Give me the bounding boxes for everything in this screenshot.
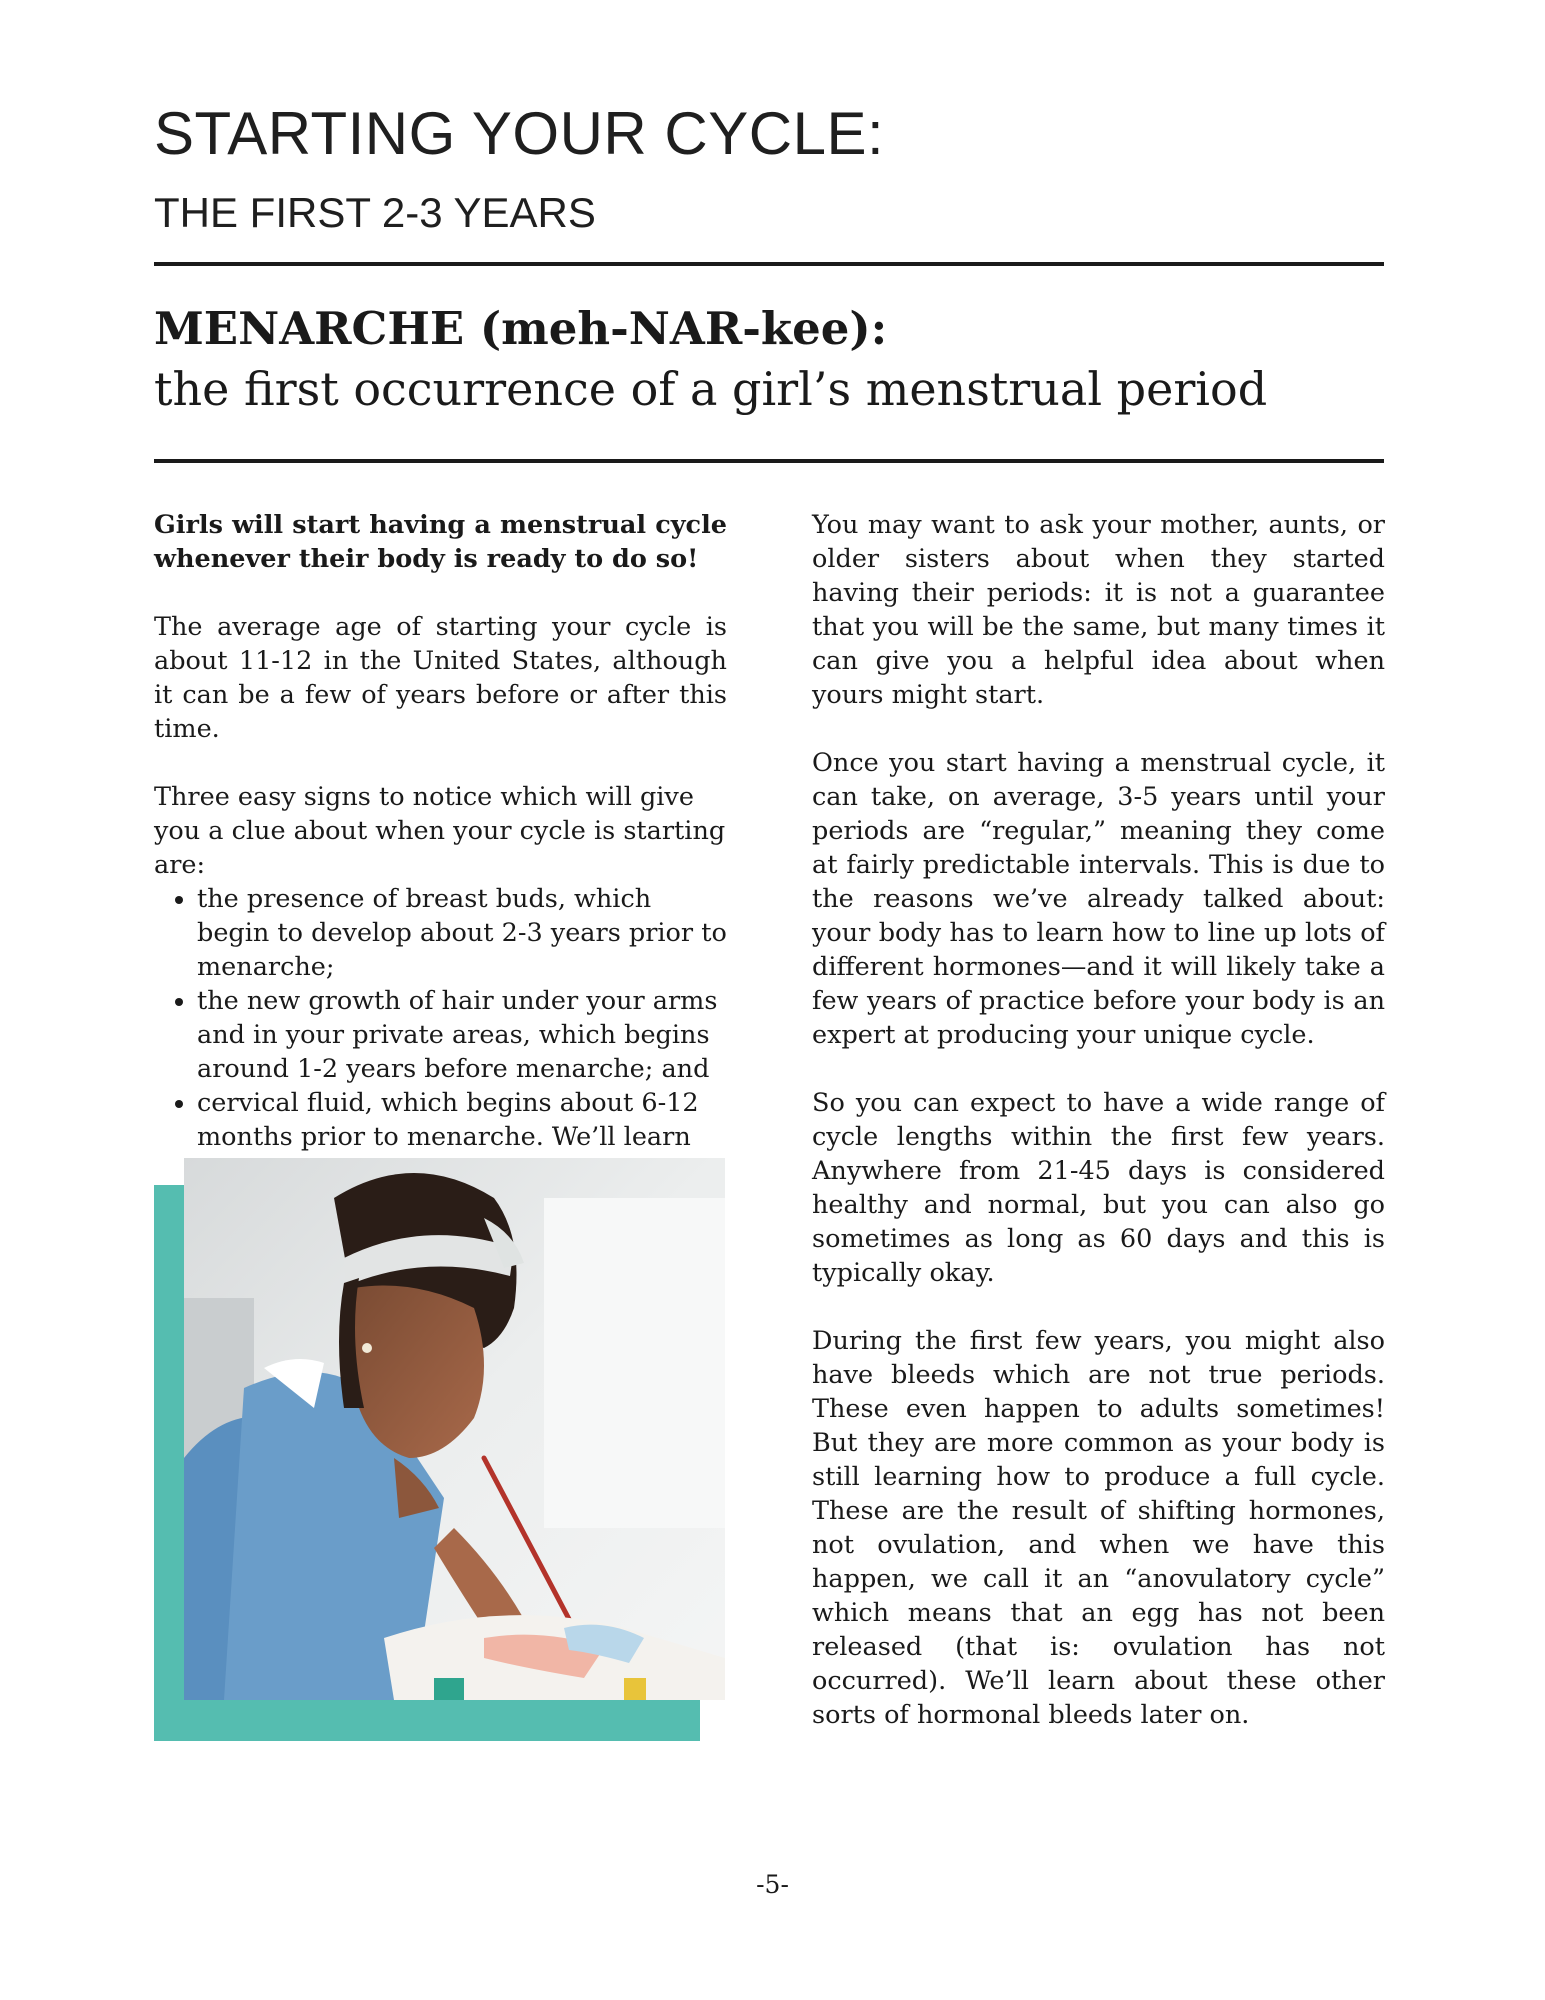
page-subtitle: THE FIRST 2-3 YEARS xyxy=(154,189,596,236)
definition-divider xyxy=(154,459,1384,463)
definition-term: MENARCHE (meh-NAR-kee): xyxy=(154,302,888,355)
signs-list xyxy=(154,882,727,1188)
list-item: • cervical fluid, which begins about 6-12 months prior to menarche. We’ll learn xyxy=(197,1086,727,1188)
left-column xyxy=(154,508,727,1188)
list-item: • the new growth of hair under your arms and in your private areas, which begins around 1-2 years before menarche; and xyxy=(197,984,727,1086)
definition-meaning: the first occurrence of a girl’s menstrual period xyxy=(154,362,1268,416)
lead-paragraph: Girls will start having a menstrual cycle whenever their body is ready to do so! xyxy=(154,510,727,574)
average-age-paragraph: The average age of starting your cycle is about 11-12 in the United States, although it can be a few of years before or after this time. xyxy=(154,612,727,744)
right-column xyxy=(812,508,1385,1766)
body-paragraph: So you can expect to have a wide range of cycle lengths within the first few years. Anywhere from 21-45 days is considered healthy and normal, but you can also go sometimes as long as 60 days and this is typically okay. xyxy=(812,1088,1385,1288)
page-number: -5- xyxy=(756,1870,789,1899)
page-title: STARTING YOUR CYCLE: xyxy=(154,100,885,167)
list-item: • the presence of breast buds, which begin to develop about 2-3 years prior to menarche; xyxy=(197,882,727,984)
header-divider xyxy=(154,262,1384,266)
body-paragraph: You may want to ask your mother, aunts, or older sisters about when they started having their periods: it is not a guarantee that you will be the same, but many times it can give you a helpful idea about when yours might start. xyxy=(812,510,1385,710)
body-paragraph: Once you start having a menstrual cycle, it can take, on average, 3-5 years until your periods are “regular,” meaning they come at fairly predictable intervals. This is due to the reasons we’ve already talked about: your body has to learn how to line up lots of different hormones—and it will likely take a few years of practice before your body is an expert at producing your unique cycle. xyxy=(812,748,1385,1050)
girl-painting-photo xyxy=(184,1158,725,1700)
body-paragraph: During the first few years, you might also have bleeds which are not true periods. These even happen to adults sometimes! But they are more common as your body is still learning how to produce a full cycle. These are the result of shifting hormones, not ovulation, and when we have this happen, we call it an “anovulatory cycle” which means that an egg has not been released (that is: ovulation has not occurred). We’ll learn about these other sorts of hormonal bleeds later on. xyxy=(812,1326,1385,1730)
signs-intro-paragraph: Three easy signs to notice which will give you a clue about when your cycle is starting are: xyxy=(154,782,726,880)
